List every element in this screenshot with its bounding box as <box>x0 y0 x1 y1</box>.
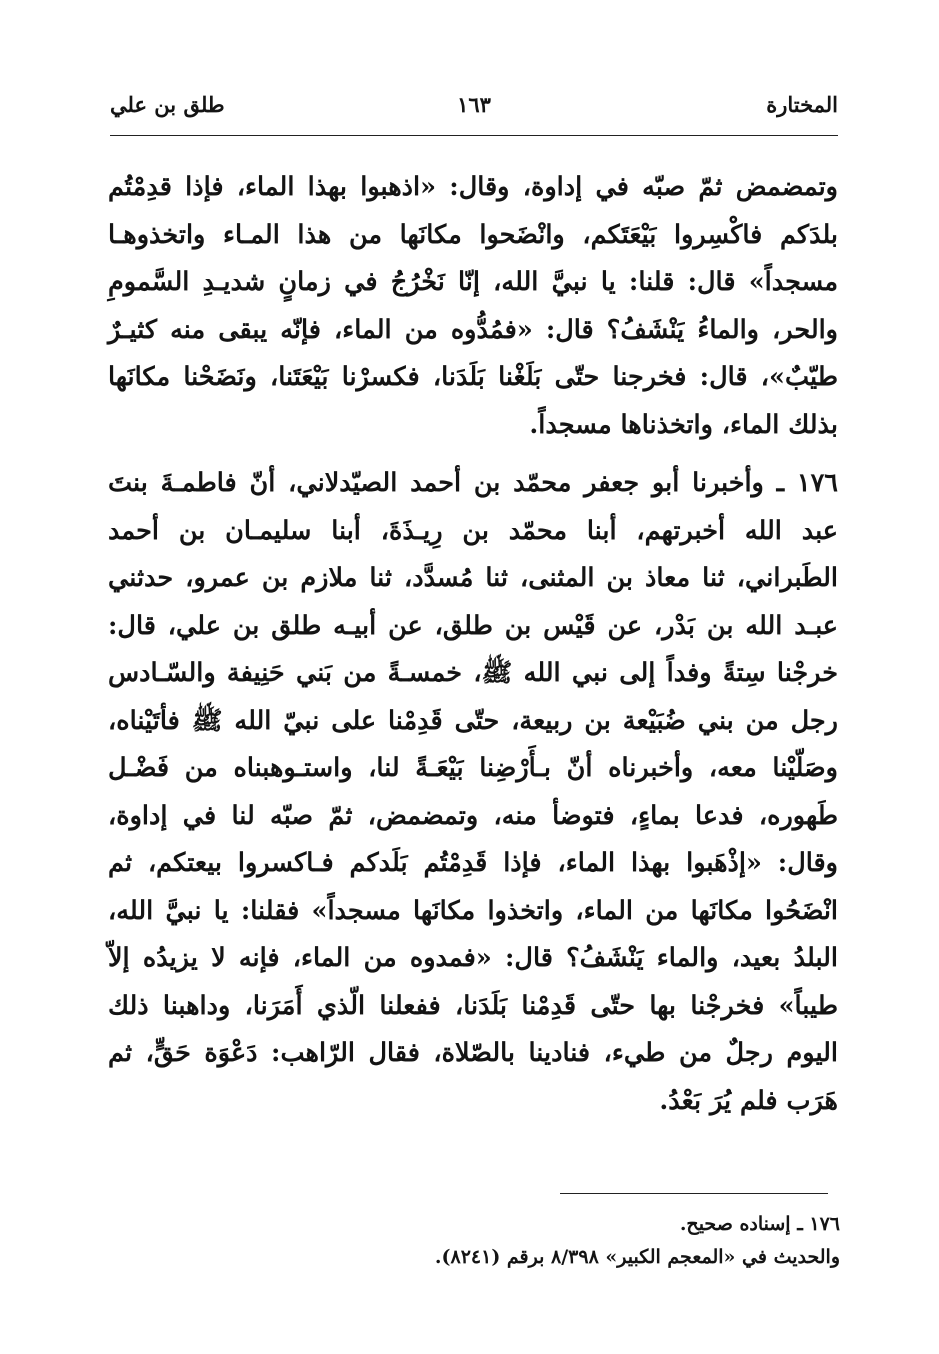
running-header <box>110 92 838 132</box>
footnote-divider <box>560 1193 828 1194</box>
footnotes <box>300 1208 840 1274</box>
header-divider <box>110 135 838 136</box>
paragraph-hadith-176: ١٧٦ ـ وأخبرنا أبو جعفر محمّد بن أحمد الصيّدلاني، أنّ فاطمـةَ بنتَ عبد الله أخبرتهم، أبنا محمّد بن رِيـذَةَ، أبنا سليمـان بن أحمد الطَبراني، ثنا معاذ بن المثنى، ثنا مُسدَّد، ثنا ملازم بن عمرو، حدثني عبـد الله بن بَدْر، عن قَيْس بن طلق، عن أبيـه طلق بن علي، قال: خرجْنا سِتةً وفداً إلى نبي الله ﷺ، خمسـةً من بَني حَنِيفة والسّـادس رجل من بني ضُبَيْعة بن ربيعة، حتّى قَدِمْنا على نبيّ الله ﷺ فأتَيْناه، وصَلّيْنا معه، وأخبرناه أنّ بـأَرْضِنا بَيْعَـةً لنا، واستـوهبناه من فَضْـل طَهوره، فدعا بماءٍ، فتوضأ منه، وتمضمض، ثمّ صبّه لنا في إداوة، وقال: «إذْهَبوا بهذا الماء، فإذا قَدِمْتُم بَلَدكم فـاكسروا بيعتكم، ثم انْضَحُوا مكانَها من الماء، واتخذوا مكانَها مسجداً» فقلنا: يا نبيَّ الله، البلدُ بعيد، والماء يَنْشَفُ؟ قال: «فمدوه من الماء، فإنه لا يزيدُه إلاّ طيباً» فخرجْنا بها حتّى قَدِمْنا بَلَدَنا، ففعلنا الّذي أَمَرَنا، وداهبنا ذلك اليوم رجلٌ من طيء، فنادينا بالصّلاة، فقال الرّاهب: دَعْوَة حَقٍّ، ثم هَرَب فلم يُرَ بَعْدُ. <box>108 468 838 1116</box>
footnote-line: والحديث في «المعجم الكبير» ٨/٣٩٨ برقم (٨٢٤١). <box>434 1246 840 1268</box>
chapter-title: طلق بن علي <box>110 92 225 117</box>
book-title: المختارة <box>766 92 838 117</box>
paragraph-continuation: وتمضمض ثمّ صبّه في إداوة، وقال: «اذهبوا بهذا الماء، فإذا قدِمْتُم بلدَكم فاكْسِروا بَيْعَتَكم، وانْضَحوا مكانَها من هذا المـاء واتخذوهـا مسجداً» قال: قلنا: يا نبيَّ الله، إنّا نَخْرُجُ في زمانٍ شديـدِ السَّمومِ والحر، والماءُ يَنْشَفُ؟ قال: «فمُدُّوه من الماء، فإنّه يبقى منه كثيـرٌ طيّبٌ»، قال: فخرجنا حتّى بَلَغْنا بَلَدَنا، فكسرْنا بَيْعَتَنا، ونَضَحْنا مكانَها بذلك الماء، واتخذناها مسجداً. <box>108 172 838 440</box>
main-text <box>108 164 838 1125</box>
page-number: ١٦٣ <box>457 92 491 117</box>
footnote-line: ١٧٦ ـ إسناده صحيح. <box>679 1213 840 1235</box>
